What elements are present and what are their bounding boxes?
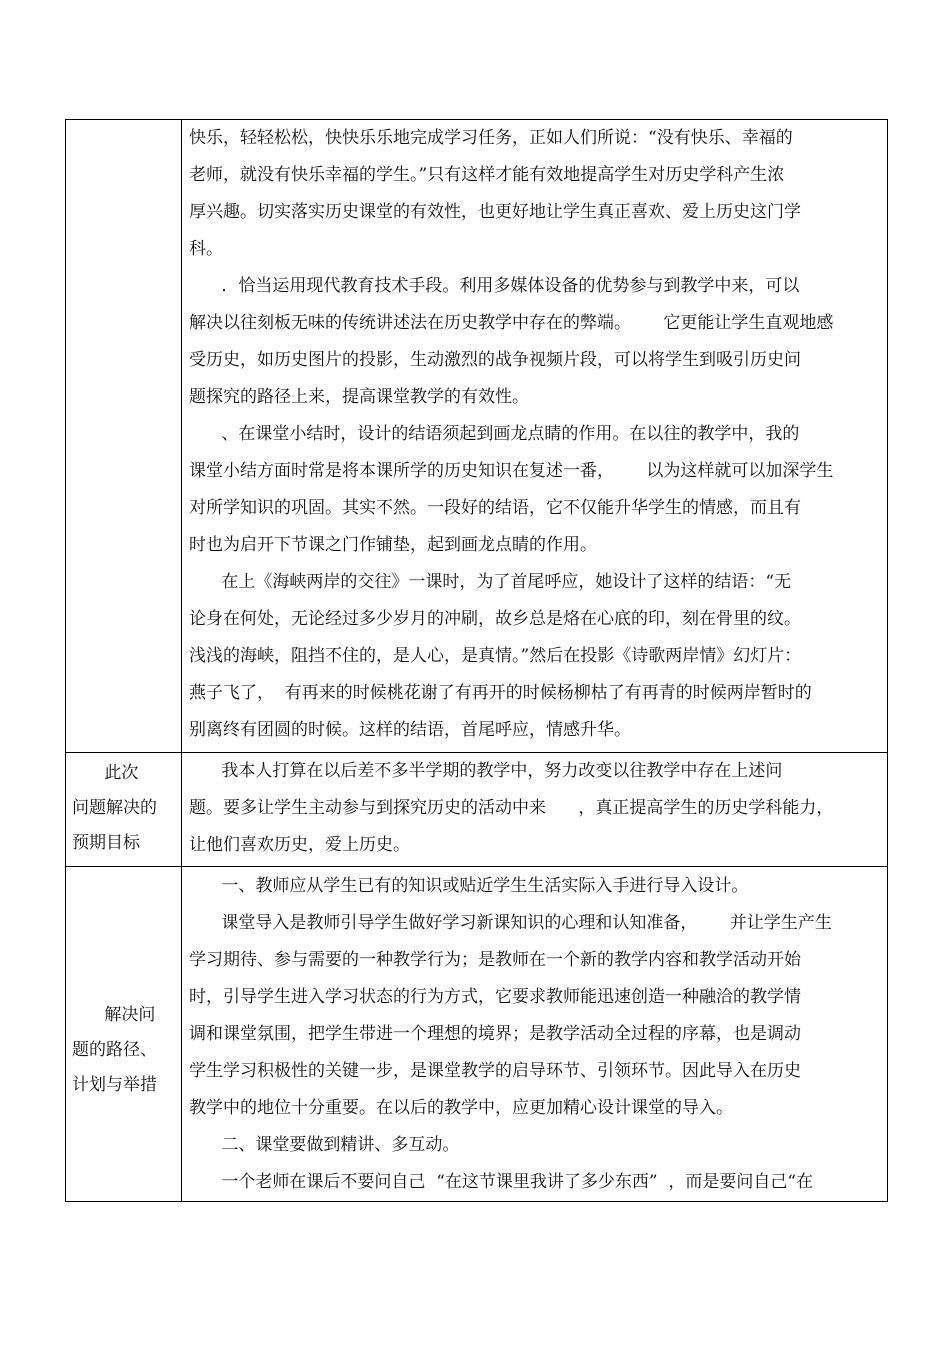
table-row (66, 120, 888, 753)
text-line: 浅浅的海峡，阻挡不住的，是人心，是真情。”然后在投影《诗歌两岸情》幻灯片： (189, 646, 802, 666)
text-line: 学习期待、参与需要的一种教学行为；是教师在一个新的教学内容和教学活动开始 (189, 950, 801, 970)
table-row (66, 753, 888, 867)
row-label-cell (66, 753, 182, 867)
text-line: 让他们喜欢历史，爱上历史。 (189, 835, 410, 855)
text-line: 受历史，如历史图片的投影，生动激烈的战争视频片段，可以将学生到吸引历史问 (189, 350, 801, 370)
label-line: 预期目标 (72, 833, 140, 853)
text-line: 课堂导入是教师引导学生做好学习新课知识的心理和认知准备， 并让学生产生 (189, 913, 832, 933)
text-line: 课堂小结方面时常是将本课所学的历史知识在复述一番， 以为这样就可以加深学生 (189, 461, 834, 481)
text-line: 教学中的地位十分重要。在以后的教学中，应更加精心设计课堂的导入。 (189, 1098, 733, 1118)
text-line: 、在课堂小结时，设计的结语须起到画龙点睛的作用。在以往的教学中，我的 (189, 424, 800, 444)
label-line: 解决问 (72, 1005, 156, 1025)
row-content-cell (182, 753, 888, 867)
row-label-cell (66, 120, 182, 753)
text-line: 题。要多让学生主动参与到探究历史的活动中来 ，真正提高学生的历史学科能力， (189, 798, 834, 818)
text-line: 快乐，轻轻松松，快快乐乐地完成学习任务，正如人们所说：“没有快乐、幸福的 (189, 128, 793, 148)
text-line: 我本人打算在以后差不多半学期的教学中，努力改变以往教学中存在上述问 (189, 761, 783, 781)
text-line: 科。 (189, 239, 223, 259)
text-line: 时，引导学生进入学习状态的行为方式，它要求教师能迅速创造一种融洽的教学情 (189, 987, 801, 1007)
label-line: 题的路径、 (72, 1040, 157, 1060)
text-line: 老师，就没有快乐幸福的学生。”只有这样才能有效地提高学生对历史学科产生浓 (189, 165, 785, 185)
row-label (66, 753, 181, 861)
row-label-cell (66, 867, 182, 1202)
text-line: 解决以往刻板无味的传统讲述法在历史教学中存在的弊端。 它更能让学生直观地感 (189, 313, 834, 333)
label-line: 此次 (72, 763, 139, 783)
label-line: 计划与举措 (72, 1075, 157, 1095)
row-content (182, 867, 887, 1201)
text-line: 别离终有团圆的时候。这样的结语，首尾呼应，情感升华。 (189, 720, 631, 740)
text-line: 一、教师应从学生已有的知识或贴近学生生活实际入手进行导入设计。 (189, 876, 749, 896)
table-row (66, 867, 888, 1202)
text-line: 调和课堂氛围，把学生带进一个理想的境界；是教学活动全过程的序幕，也是调动 (189, 1024, 801, 1044)
text-line: 一个老师在课后不要问自己 “在这节课里我讲了多少东西” ，而是要问自己“在 (189, 1172, 814, 1192)
text-line: 学生学习积极性的关键一步，是课堂教学的启导环节、引领环节。因此导入在历史 (189, 1061, 801, 1081)
text-line: 二、课堂要做到精讲、多互动。 (189, 1135, 460, 1155)
text-line: 对所学知识的巩固。其实不然。一段好的结语，它不仅能升华学生的情感，而且有 (189, 498, 801, 518)
row-content (182, 120, 887, 749)
row-content-cell (182, 867, 888, 1202)
row-label (66, 867, 181, 1103)
text-line: 题探究的路径上来，提高课堂教学的有效性。 (189, 387, 529, 407)
row-content (182, 753, 887, 864)
text-line: 燕子飞了， 有再来的时候桃花谢了有再开的时候杨柳枯了有再青的时候两岸暂时的 (189, 683, 812, 703)
text-line: ．恰当运用现代教育技术手段。利用多媒体设备的优势参与到教学中来，可以 (189, 276, 800, 296)
text-line: 厚兴趣。切实落实历史课堂的有效性，也更好地让学生真正喜欢、爱上历史这门学 (189, 202, 801, 222)
plan-table (65, 119, 888, 1202)
row-content-cell (182, 120, 888, 753)
text-line: 时也为启开下节课之门作铺垫，起到画龙点睛的作用。 (189, 535, 597, 555)
text-line: 在上《海峡两岸的交往》一课时，为了首尾呼应，她设计了这样的结语：“无 (189, 572, 792, 592)
label-line: 问题解决的 (72, 798, 157, 818)
text-line: 论身在何处，无论经过多少岁月的冲刷，故乡总是烙在心底的印，刻在骨里的纹。 (189, 609, 801, 629)
